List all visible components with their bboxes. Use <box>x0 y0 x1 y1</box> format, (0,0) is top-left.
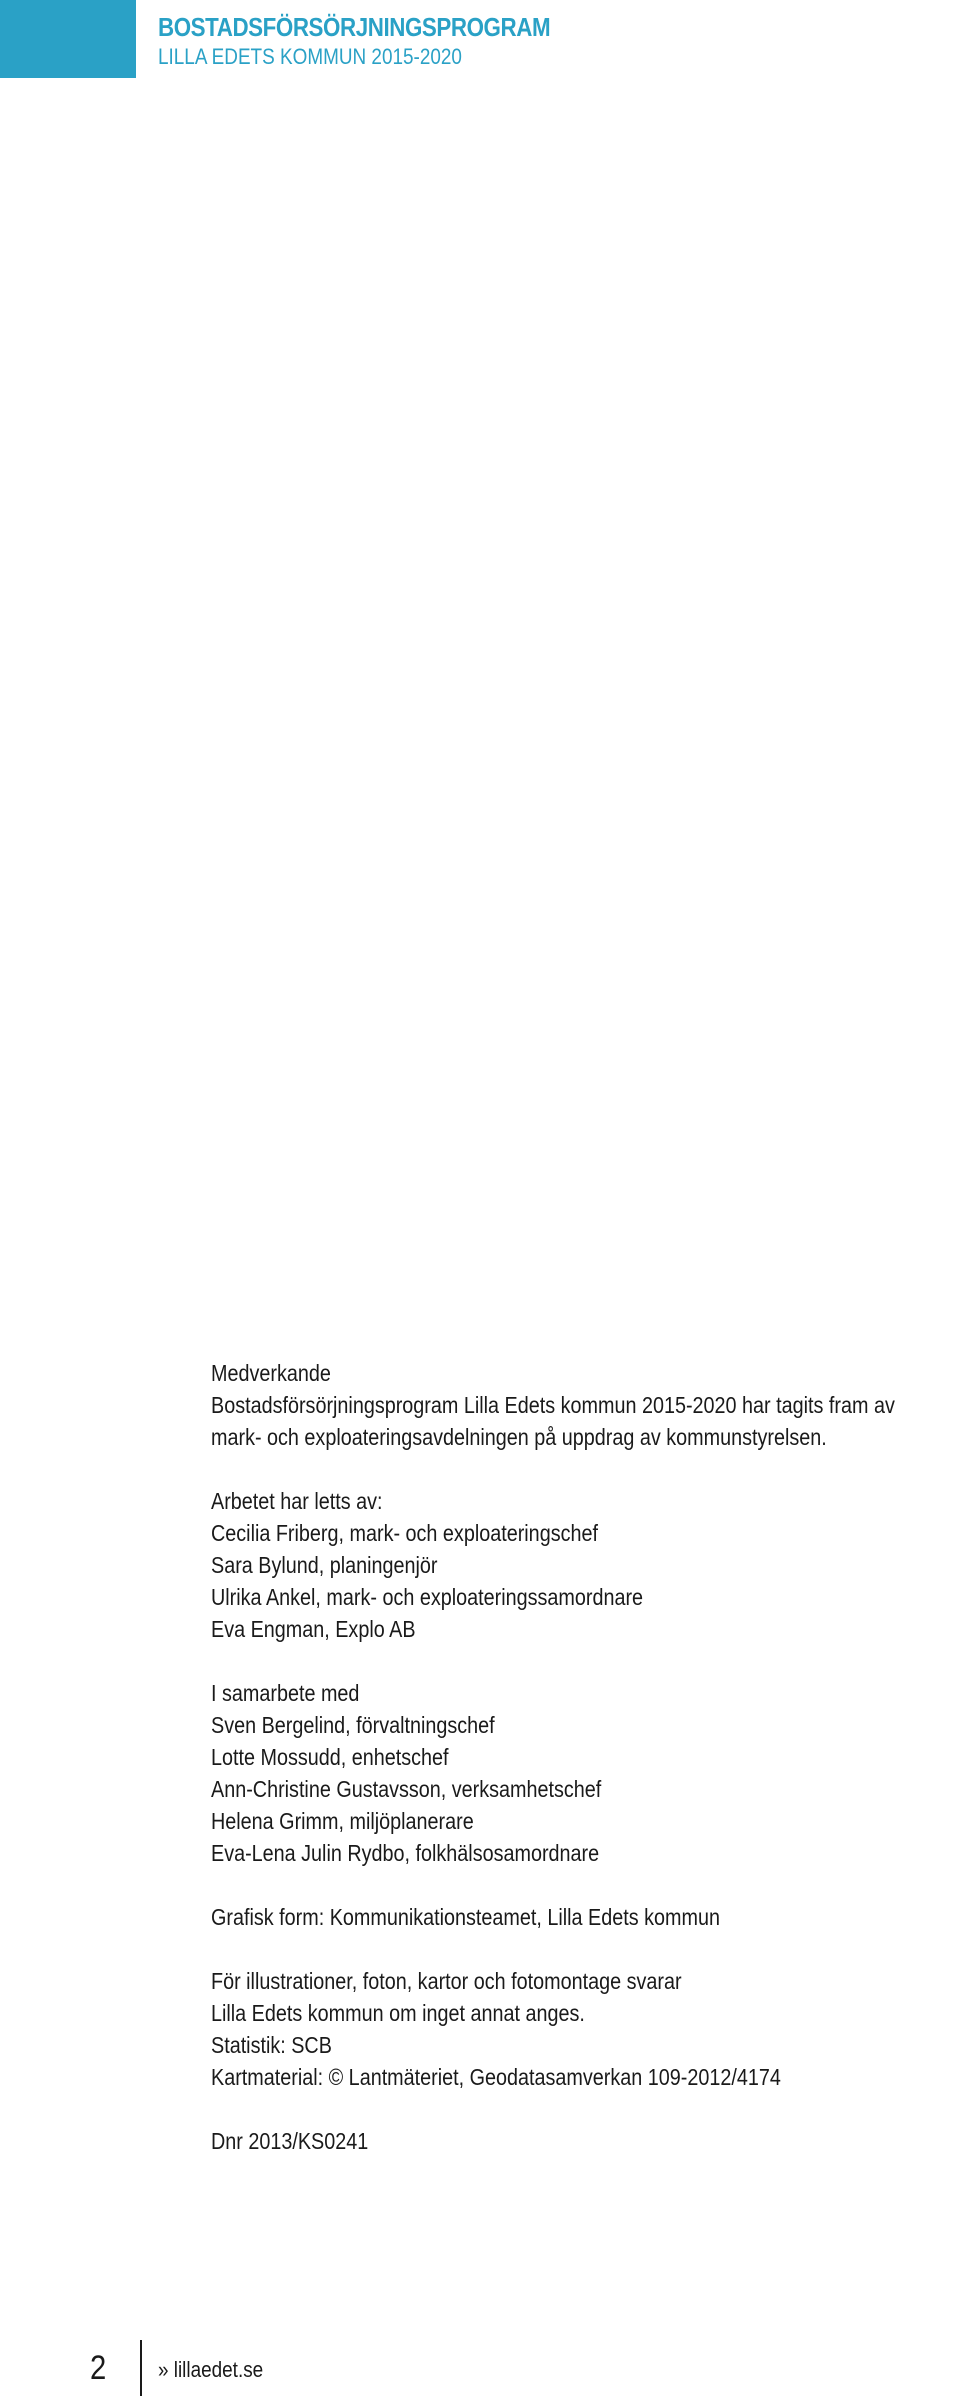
map-material-credit: Kartmaterial: © Lantmäteriet, Geodatasamverkan 109-2012/4174 <box>211 2064 781 2090</box>
led-by-person: Cecilia Friberg, mark- och exploateringschef <box>211 1520 598 1546</box>
document-title: BOSTADSFÖRSÖRJNINGSPROGRAM <box>158 12 551 42</box>
collaboration-person: Eva-Lena Julin Rydbo, folkhälsosamordnare <box>211 1840 600 1866</box>
collaboration-person: Helena Grimm, miljöplanerare <box>211 1808 474 1834</box>
credits-heading: Medverkande <box>211 1360 331 1386</box>
led-by-person: Sara Bylund, planingenjör <box>211 1552 438 1578</box>
collaboration-person: Lotte Mossudd, enhetschef <box>211 1744 449 1770</box>
page-footer <box>0 2340 960 2396</box>
diary-number: Dnr 2013/KS0241 <box>211 2128 369 2154</box>
graphic-design-credit: Grafisk form: Kommunikationsteamet, Lilla Edets kommun <box>211 1904 720 1930</box>
document-header <box>158 12 614 70</box>
credits-section <box>211 1357 951 2157</box>
page-number: 2 <box>90 2349 107 2387</box>
footer-divider <box>140 2340 142 2396</box>
led-by-heading: Arbetet har letts av: <box>211 1488 383 1514</box>
responsibility-line: Lilla Edets kommun om inget annat anges. <box>211 2000 585 2026</box>
led-by-person: Ulrika Ankel, mark- och exploateringssamordnare <box>211 1584 644 1610</box>
credits-intro-line: mark- och exploateringsavdelningen på uppdrag av kommunstyrelsen. <box>211 1424 827 1450</box>
led-by-person: Eva Engman, Explo AB <box>211 1616 416 1642</box>
document-subtitle: LILLA EDETS KOMMUN 2015-2020 <box>158 44 462 69</box>
credits-intro-line: Bostadsförsörjningsprogram Lilla Edets kommun 2015-2020 har tagits fram av <box>211 1392 895 1418</box>
statistics-source: Statistik: SCB <box>211 2032 332 2058</box>
collaboration-person: Ann-Christine Gustavsson, verksamhetschef <box>211 1776 602 1802</box>
collaboration-heading: I samarbete med <box>211 1680 360 1706</box>
responsibility-line: För illustrationer, foton, kartor och fotomontage svarar <box>211 1968 682 1994</box>
header-accent-bar <box>0 0 136 78</box>
collaboration-person: Sven Bergelind, förvaltningschef <box>211 1712 495 1738</box>
website-link[interactable]: » lillaedet.se <box>158 2357 264 2382</box>
